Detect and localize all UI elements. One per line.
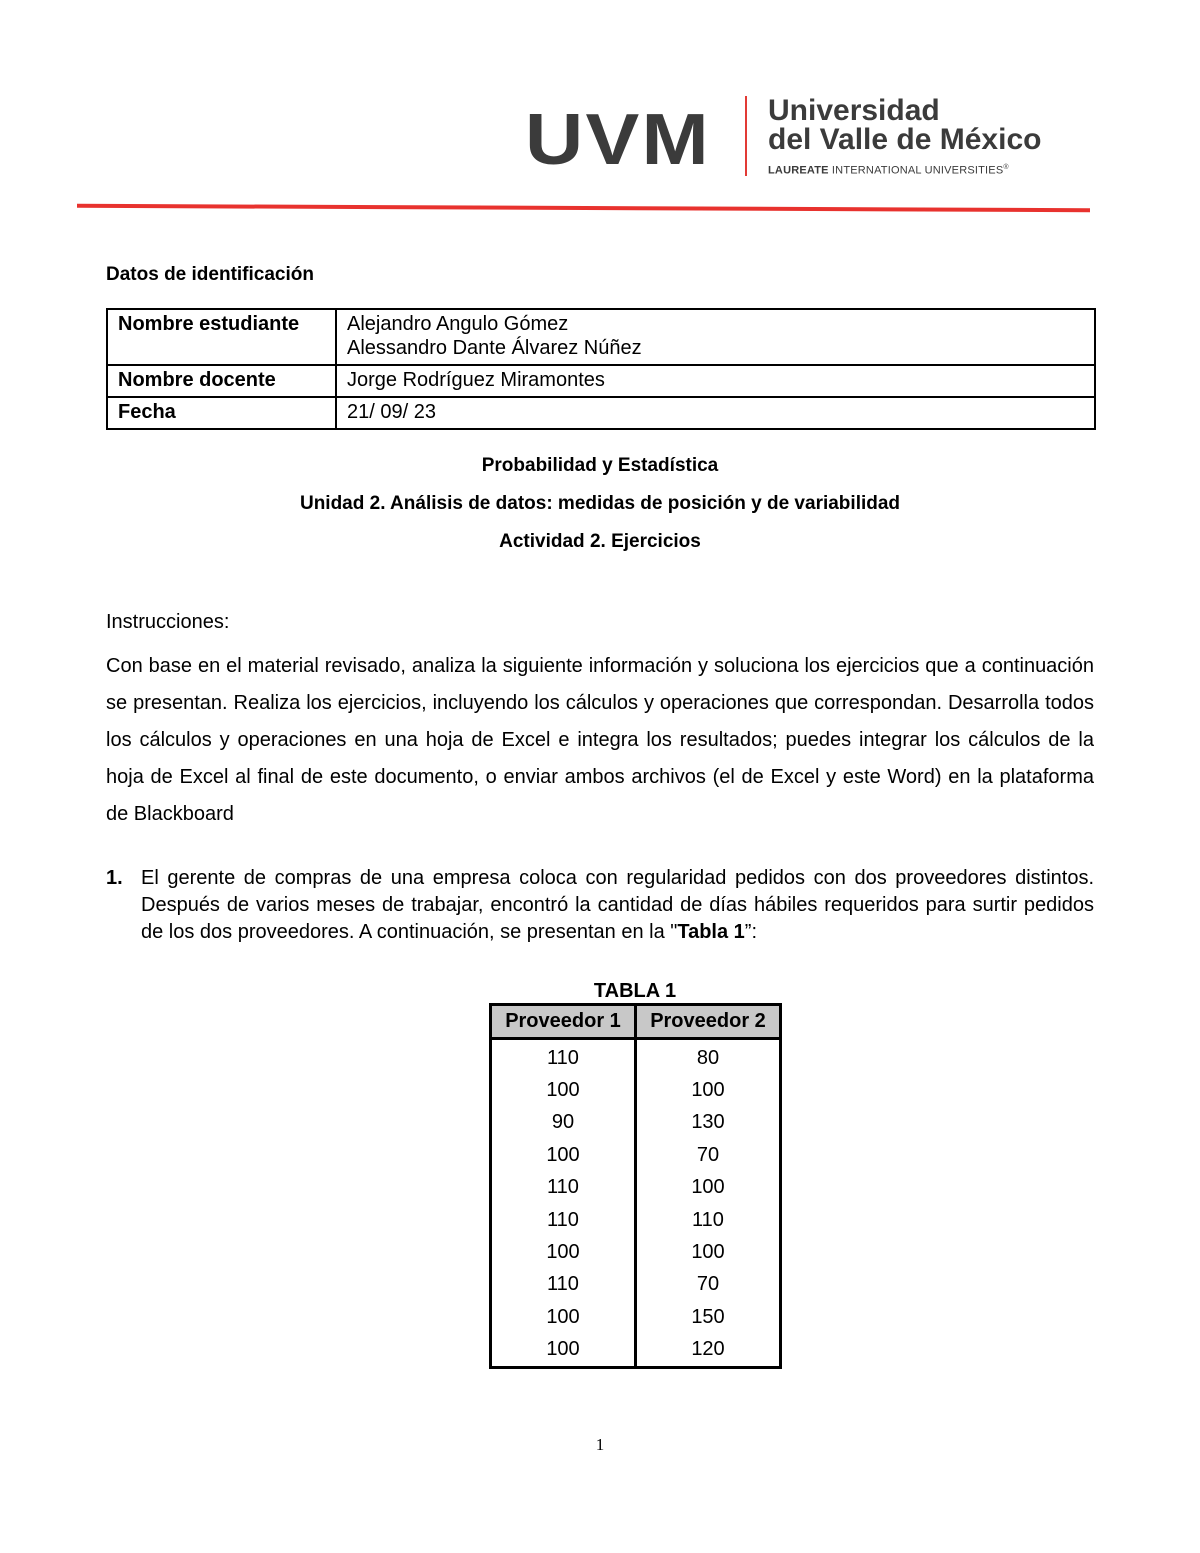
table-row — [491, 1039, 781, 1075]
table-row — [491, 1139, 781, 1171]
table-row — [491, 1269, 781, 1301]
logo-tag-rest: INTERNATIONAL UNIVERSITIES — [828, 164, 1004, 177]
table-row — [491, 1172, 781, 1204]
table-cell: 100 — [491, 1139, 636, 1171]
table-cell: 100 — [636, 1236, 781, 1268]
table-cell: 110 — [491, 1204, 636, 1236]
table-cell: 70 — [636, 1269, 781, 1301]
teacher-label: Nombre docente — [107, 365, 336, 397]
question-end: ”: — [744, 921, 758, 943]
table-row — [491, 1074, 781, 1106]
date-label: Fecha — [107, 397, 336, 429]
table-row — [107, 365, 1095, 397]
table-cell: 100 — [636, 1172, 781, 1204]
header-divider — [77, 204, 1090, 212]
table-cell: 130 — [636, 1107, 781, 1139]
table-row — [491, 1107, 781, 1139]
activity-title: Actividad 2. Ejercicios — [499, 531, 701, 552]
date-value: 21/ 09/ 23 — [336, 397, 1095, 429]
identification-table — [106, 308, 1096, 430]
logo-tag-mark: ® — [1003, 164, 1009, 171]
student-name-2: Alessandro Dante Álvarez Núñez — [347, 337, 642, 359]
instructions-label: Instrucciones: — [106, 611, 230, 633]
table-row — [107, 397, 1095, 429]
table-cell: 100 — [491, 1334, 636, 1368]
table1 — [489, 1003, 782, 1369]
table-cell: 110 — [491, 1039, 636, 1075]
table-row — [491, 1334, 781, 1368]
table-row — [107, 309, 1095, 365]
student-names — [336, 309, 1095, 365]
question-1 — [106, 865, 1094, 946]
teacher-name: Jorge Rodríguez Miramontes — [336, 365, 1095, 397]
identification-heading: Datos de identificación — [106, 264, 314, 285]
logo-name-line1: Universidad — [768, 94, 940, 127]
student-name-1: Alejandro Angulo Gómez — [347, 313, 569, 335]
table-cell: 100 — [491, 1074, 636, 1106]
table-cell: 100 — [491, 1301, 636, 1333]
table-cell: 100 — [491, 1236, 636, 1268]
question-text — [141, 865, 1094, 946]
uvm-logo — [525, 92, 1045, 182]
subject-title: Probabilidad y Estadística — [481, 455, 719, 476]
question-number: 1. — [106, 867, 123, 889]
table-row — [491, 1301, 781, 1333]
table-row — [491, 1236, 781, 1268]
question-body: El gerente de compras de una empresa coloca con regularidad pedidos con dos proveedores distintos. Después de varios meses de trabajar, encontró la cantidad de días hábiles requeridos para surtir pedidos de los dos proveedores. A continuación, se presentan en la " — [141, 867, 1094, 943]
logo-mark: UVM — [525, 100, 711, 180]
table1-title: TABLA 1 — [593, 980, 677, 1002]
table-cell: 120 — [636, 1334, 781, 1368]
instructions-body: Con base en el material revisado, analiza la siguiente información y soluciona los ejercicios que a continuación se presentan. Realiza los ejercicios, incluyendo los cálculos y operaciones que correspondan. Desarrolla todos los cálculos y operaciones en una hoja de Excel e integra los resultados; puedes integrar los cálculos de la hoja de Excel al final de este documento, o enviar ambos archivos (el de Excel y este Word) en la plataforma de Blackboard — [106, 655, 1094, 825]
logo-tag-bold: LAUREATE — [768, 164, 829, 177]
logo-tagline — [768, 164, 1009, 177]
logo-divider — [745, 96, 747, 176]
table-row — [491, 1204, 781, 1236]
page-number: 1 — [595, 1435, 605, 1454]
table-reference: Tabla 1 — [677, 921, 745, 943]
unit-title: Unidad 2. Análisis de datos: medidas de posición y de variabilidad — [299, 493, 901, 514]
logo-name-line2: del Valle de México — [768, 123, 1042, 156]
table-cell: 150 — [636, 1301, 781, 1333]
table-cell: 110 — [491, 1172, 636, 1204]
column-header-proveedor-2: Proveedor 2 — [636, 1005, 781, 1039]
table-cell: 100 — [636, 1074, 781, 1106]
table-cell: 110 — [491, 1269, 636, 1301]
table-cell: 110 — [636, 1204, 781, 1236]
table-cell: 70 — [636, 1139, 781, 1171]
table-cell: 80 — [636, 1039, 781, 1075]
column-header-proveedor-1: Proveedor 1 — [491, 1005, 636, 1039]
table-cell: 90 — [491, 1107, 636, 1139]
student-label: Nombre estudiante — [107, 309, 336, 365]
table-header-row — [491, 1005, 781, 1039]
